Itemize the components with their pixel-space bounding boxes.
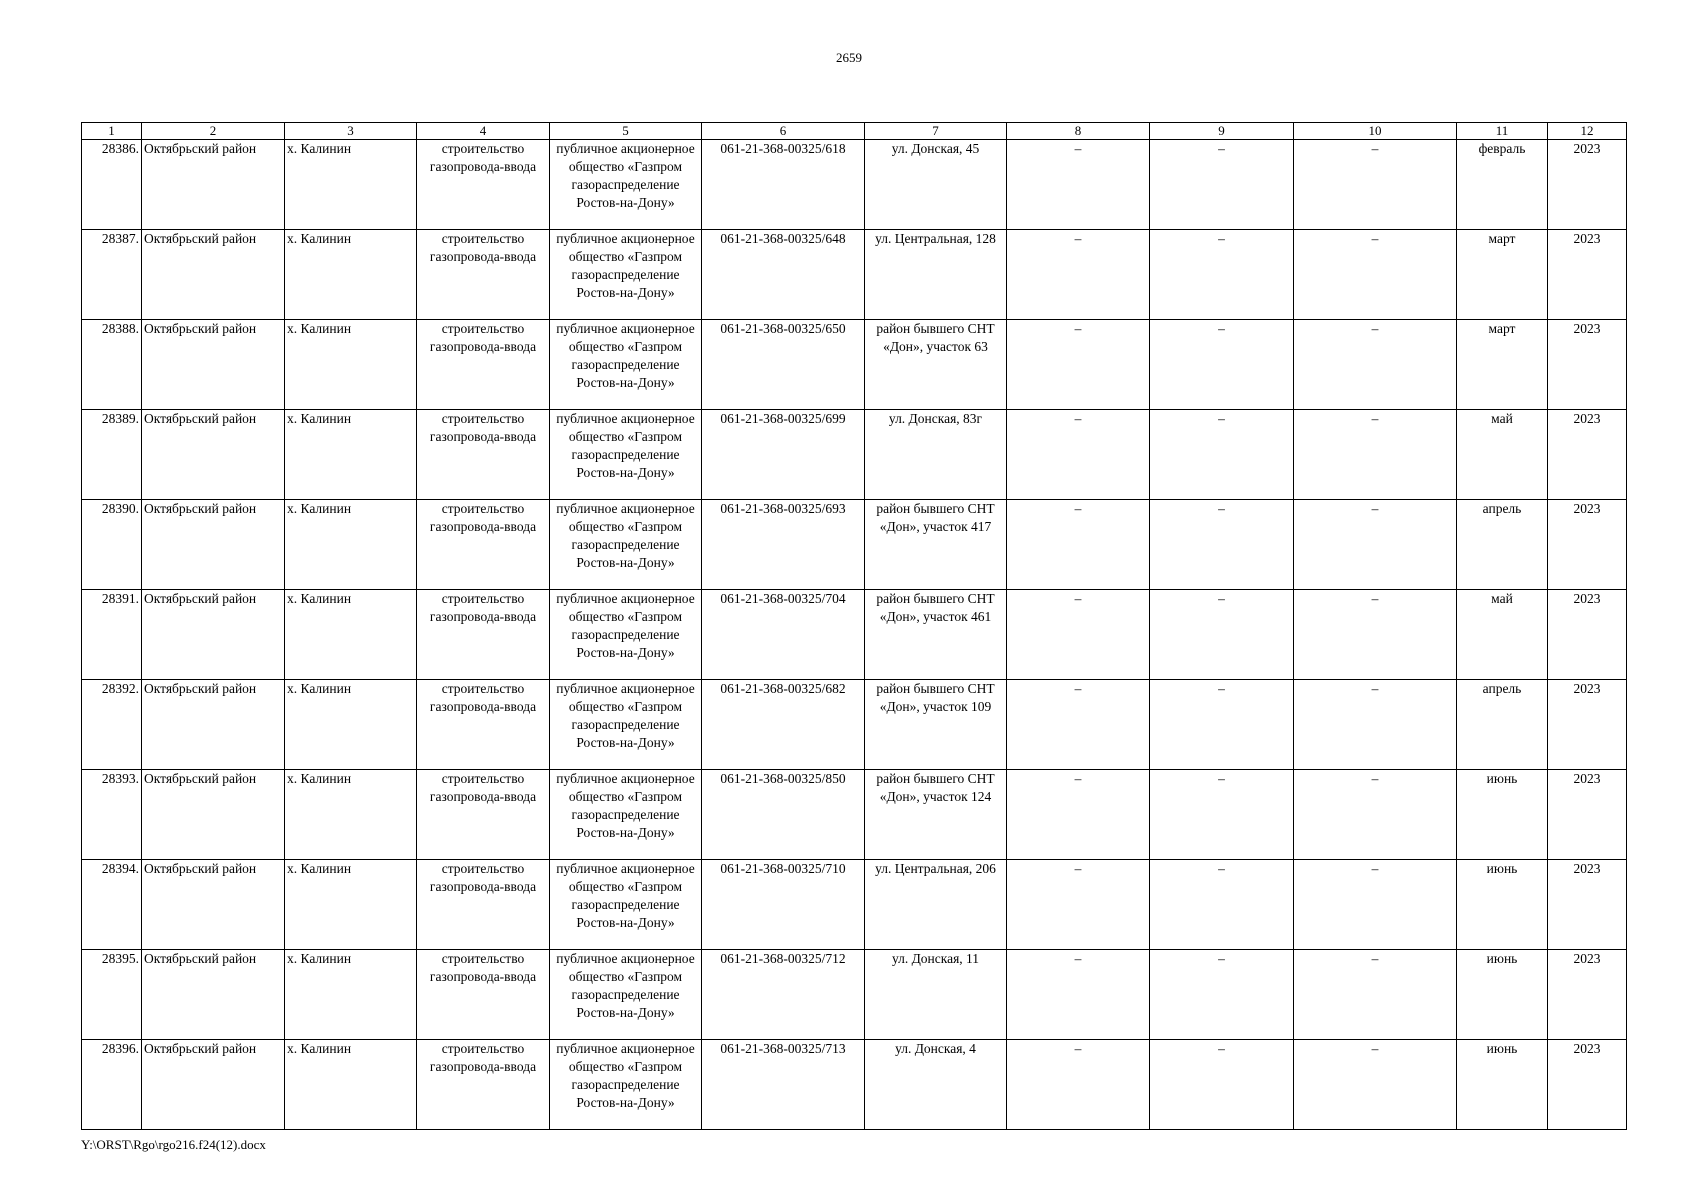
column-10-cell: – — [1294, 680, 1457, 770]
column-9-cell: – — [1150, 320, 1294, 410]
column-10-cell: – — [1294, 500, 1457, 590]
month-cell: июнь — [1457, 1040, 1548, 1130]
table-row — [82, 680, 1627, 770]
row-number: 28389. — [82, 410, 142, 500]
district-cell: Октябрьский район — [142, 1040, 285, 1130]
object-cell: строительство газопровода-ввода — [417, 860, 550, 950]
year-cell: 2023 — [1548, 320, 1627, 410]
permit-code-cell: 061-21-368-00325/704 — [702, 590, 865, 680]
permit-code-cell: 061-21-368-00325/693 — [702, 500, 865, 590]
column-10-cell: – — [1294, 140, 1457, 230]
document-file-path: Y:\ORST\Rgo\rgo216.f24(12).docx — [81, 1137, 266, 1152]
register-body — [82, 140, 1627, 1130]
customer-cell: публичное акционерное общество «Газпром газораспределение Ростов-на-Дону» — [550, 770, 702, 860]
year-cell: 2023 — [1548, 860, 1627, 950]
column-number-row — [82, 123, 1627, 140]
month-cell: март — [1457, 320, 1548, 410]
month-cell: апрель — [1457, 680, 1548, 770]
column-9-cell: – — [1150, 140, 1294, 230]
customer-cell: публичное акционерное общество «Газпром газораспределение Ростов-на-Дону» — [550, 500, 702, 590]
row-number: 28394. — [82, 860, 142, 950]
settlement-cell: х. Калинин — [285, 230, 417, 320]
row-number: 28386. — [82, 140, 142, 230]
address-cell: район бывшего СНТ «Дон», участок 417 — [865, 500, 1007, 590]
column-9-cell: – — [1150, 860, 1294, 950]
table-row — [82, 1040, 1627, 1130]
settlement-cell: х. Калинин — [285, 320, 417, 410]
year-cell: 2023 — [1548, 500, 1627, 590]
settlement-cell: х. Калинин — [285, 860, 417, 950]
column-9-cell: – — [1150, 590, 1294, 680]
column-8-cell: – — [1007, 320, 1150, 410]
column-8-cell: – — [1007, 500, 1150, 590]
column-9-cell: – — [1150, 1040, 1294, 1130]
table-row — [82, 410, 1627, 500]
column-8-cell: – — [1007, 1040, 1150, 1130]
month-cell: март — [1457, 230, 1548, 320]
permit-code-cell: 061-21-368-00325/618 — [702, 140, 865, 230]
permit-code-cell: 061-21-368-00325/712 — [702, 950, 865, 1040]
settlement-cell: х. Калинин — [285, 950, 417, 1040]
settlement-cell: х. Калинин — [285, 590, 417, 680]
table-row — [82, 140, 1627, 230]
district-cell: Октябрьский район — [142, 500, 285, 590]
column-8-cell: – — [1007, 950, 1150, 1040]
column-header: 11 — [1457, 123, 1548, 140]
row-number: 28387. — [82, 230, 142, 320]
column-9-cell: – — [1150, 500, 1294, 590]
month-cell: апрель — [1457, 500, 1548, 590]
customer-cell: публичное акционерное общество «Газпром газораспределение Ростов-на-Дону» — [550, 410, 702, 500]
month-cell: июнь — [1457, 860, 1548, 950]
customer-cell: публичное акционерное общество «Газпром газораспределение Ростов-на-Дону» — [550, 1040, 702, 1130]
address-cell: ул. Центральная, 128 — [865, 230, 1007, 320]
month-cell: июнь — [1457, 950, 1548, 1040]
column-8-cell: – — [1007, 230, 1150, 320]
row-number: 28393. — [82, 770, 142, 860]
table-row — [82, 860, 1627, 950]
address-cell: ул. Донская, 83г — [865, 410, 1007, 500]
address-cell: район бывшего СНТ «Дон», участок 124 — [865, 770, 1007, 860]
year-cell: 2023 — [1548, 770, 1627, 860]
column-header: 6 — [702, 123, 865, 140]
district-cell: Октябрьский район — [142, 320, 285, 410]
address-cell: ул. Донская, 45 — [865, 140, 1007, 230]
settlement-cell: х. Калинин — [285, 140, 417, 230]
column-9-cell: – — [1150, 950, 1294, 1040]
customer-cell: публичное акционерное общество «Газпром газораспределение Ростов-на-Дону» — [550, 680, 702, 770]
address-cell: ул. Центральная, 206 — [865, 860, 1007, 950]
year-cell: 2023 — [1548, 1040, 1627, 1130]
object-cell: строительство газопровода-ввода — [417, 230, 550, 320]
object-cell: строительство газопровода-ввода — [417, 680, 550, 770]
column-10-cell: – — [1294, 950, 1457, 1040]
table-row — [82, 950, 1627, 1040]
month-cell: февраль — [1457, 140, 1548, 230]
year-cell: 2023 — [1548, 590, 1627, 680]
row-number: 28390. — [82, 500, 142, 590]
district-cell: Октябрьский район — [142, 230, 285, 320]
address-cell: район бывшего СНТ «Дон», участок 461 — [865, 590, 1007, 680]
year-cell: 2023 — [1548, 680, 1627, 770]
column-header: 3 — [285, 123, 417, 140]
table-row — [82, 770, 1627, 860]
permit-code-cell: 061-21-368-00325/650 — [702, 320, 865, 410]
row-number: 28396. — [82, 1040, 142, 1130]
row-number: 28388. — [82, 320, 142, 410]
customer-cell: публичное акционерное общество «Газпром газораспределение Ростов-на-Дону» — [550, 590, 702, 680]
column-8-cell: – — [1007, 680, 1150, 770]
column-8-cell: – — [1007, 860, 1150, 950]
table-row — [82, 590, 1627, 680]
district-cell: Октябрьский район — [142, 950, 285, 1040]
permit-code-cell: 061-21-368-00325/648 — [702, 230, 865, 320]
column-10-cell: – — [1294, 770, 1457, 860]
permit-code-cell: 061-21-368-00325/699 — [702, 410, 865, 500]
customer-cell: публичное акционерное общество «Газпром газораспределение Ростов-на-Дону» — [550, 230, 702, 320]
object-cell: строительство газопровода-ввода — [417, 950, 550, 1040]
object-cell: строительство газопровода-ввода — [417, 410, 550, 500]
customer-cell: публичное акционерное общество «Газпром газораспределение Ростов-на-Дону» — [550, 950, 702, 1040]
column-8-cell: – — [1007, 140, 1150, 230]
address-cell: ул. Донская, 4 — [865, 1040, 1007, 1130]
permit-code-cell: 061-21-368-00325/710 — [702, 860, 865, 950]
month-cell: июнь — [1457, 770, 1548, 860]
table-row — [82, 500, 1627, 590]
column-9-cell: – — [1150, 230, 1294, 320]
object-cell: строительство газопровода-ввода — [417, 1040, 550, 1130]
column-9-cell: – — [1150, 770, 1294, 860]
column-10-cell: – — [1294, 860, 1457, 950]
column-header: 1 — [82, 123, 142, 140]
district-cell: Октябрьский район — [142, 860, 285, 950]
column-10-cell: – — [1294, 410, 1457, 500]
table-row — [82, 230, 1627, 320]
column-header: 9 — [1150, 123, 1294, 140]
permit-code-cell: 061-21-368-00325/713 — [702, 1040, 865, 1130]
column-header: 7 — [865, 123, 1007, 140]
year-cell: 2023 — [1548, 140, 1627, 230]
customer-cell: публичное акционерное общество «Газпром газораспределение Ростов-на-Дону» — [550, 140, 702, 230]
row-number: 28395. — [82, 950, 142, 1040]
object-cell: строительство газопровода-ввода — [417, 500, 550, 590]
column-header: 2 — [142, 123, 285, 140]
row-number: 28391. — [82, 590, 142, 680]
district-cell: Октябрьский район — [142, 410, 285, 500]
object-cell: строительство газопровода-ввода — [417, 770, 550, 860]
table-row — [82, 320, 1627, 410]
district-cell: Октябрьский район — [142, 140, 285, 230]
district-cell: Октябрьский район — [142, 590, 285, 680]
column-header: 12 — [1548, 123, 1627, 140]
column-9-cell: – — [1150, 680, 1294, 770]
column-9-cell: – — [1150, 410, 1294, 500]
object-cell: строительство газопровода-ввода — [417, 320, 550, 410]
address-cell: район бывшего СНТ «Дон», участок 109 — [865, 680, 1007, 770]
settlement-cell: х. Калинин — [285, 770, 417, 860]
month-cell: май — [1457, 410, 1548, 500]
column-10-cell: – — [1294, 230, 1457, 320]
settlement-cell: х. Калинин — [285, 500, 417, 590]
settlement-cell: х. Калинин — [285, 1040, 417, 1130]
year-cell: 2023 — [1548, 950, 1627, 1040]
column-10-cell: – — [1294, 590, 1457, 680]
permit-code-cell: 061-21-368-00325/850 — [702, 770, 865, 860]
address-cell: район бывшего СНТ «Дон», участок 63 — [865, 320, 1007, 410]
settlement-cell: х. Калинин — [285, 410, 417, 500]
permit-code-cell: 061-21-368-00325/682 — [702, 680, 865, 770]
column-8-cell: – — [1007, 590, 1150, 680]
district-cell: Октябрьский район — [142, 770, 285, 860]
customer-cell: публичное акционерное общество «Газпром газораспределение Ростов-на-Дону» — [550, 860, 702, 950]
month-cell: май — [1457, 590, 1548, 680]
column-10-cell: – — [1294, 320, 1457, 410]
column-8-cell: – — [1007, 410, 1150, 500]
row-number: 28392. — [82, 680, 142, 770]
page-number: 2659 — [836, 50, 862, 65]
column-header: 4 — [417, 123, 550, 140]
address-cell: ул. Донская, 11 — [865, 950, 1007, 1040]
register-table — [81, 122, 1627, 1130]
column-8-cell: – — [1007, 770, 1150, 860]
customer-cell: публичное акционерное общество «Газпром газораспределение Ростов-на-Дону» — [550, 320, 702, 410]
settlement-cell: х. Калинин — [285, 680, 417, 770]
column-header: 10 — [1294, 123, 1457, 140]
column-header: 5 — [550, 123, 702, 140]
district-cell: Октябрьский район — [142, 680, 285, 770]
column-header: 8 — [1007, 123, 1150, 140]
year-cell: 2023 — [1548, 410, 1627, 500]
column-10-cell: – — [1294, 1040, 1457, 1130]
object-cell: строительство газопровода-ввода — [417, 590, 550, 680]
object-cell: строительство газопровода-ввода — [417, 140, 550, 230]
year-cell: 2023 — [1548, 230, 1627, 320]
